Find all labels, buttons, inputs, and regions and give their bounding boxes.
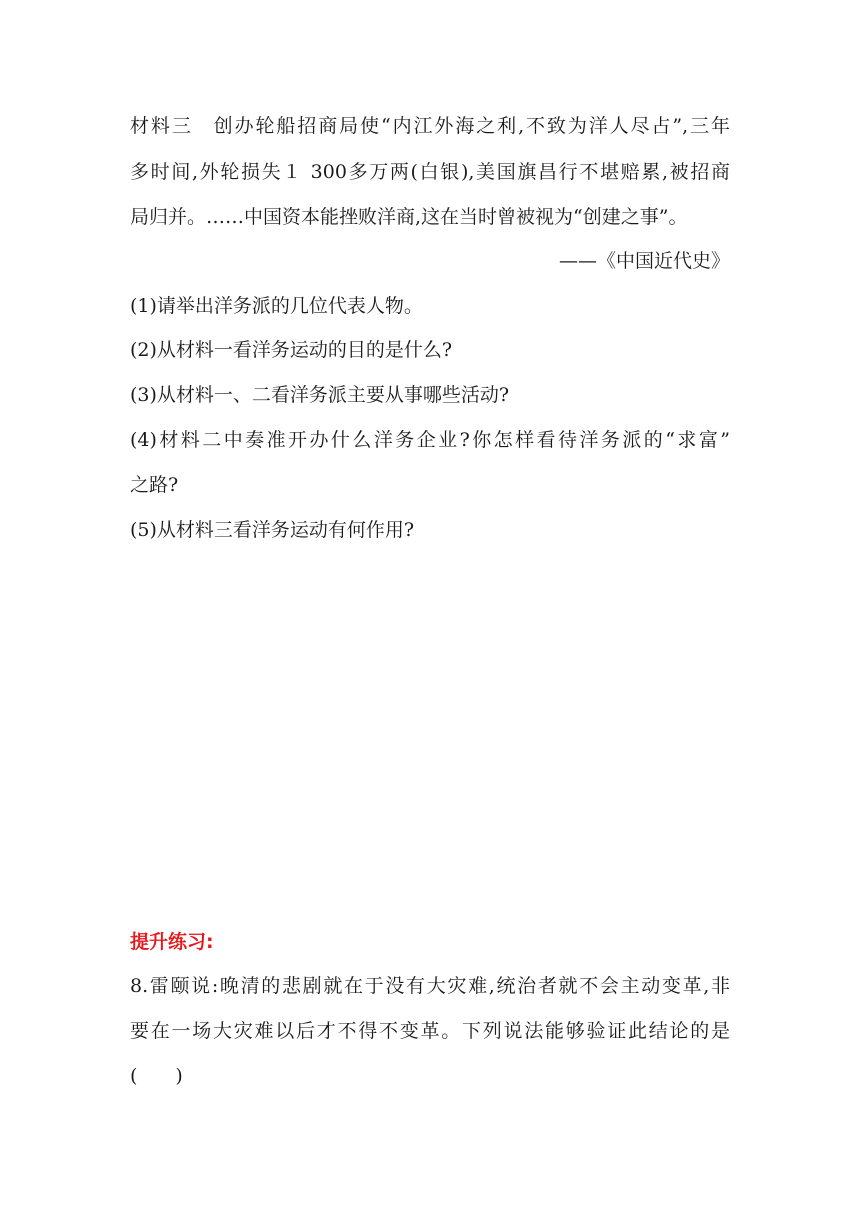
material3-line-3: 局归并。……中国资本能挫败洋商,这在当时曾被视为“创建之事”。	[130, 206, 688, 228]
question-8-line-1: 8.雷颐说:晚清的悲剧就在于没有大灾难,统治者就不会主动变革,非	[130, 975, 730, 997]
question-4-line-2: 之路?	[130, 474, 179, 496]
question-5: (5)从材料三看洋务运动有何作用?	[130, 519, 415, 541]
material3-source: ——《中国近代史》	[558, 250, 730, 272]
material3-line-2: 多时间,外轮损失１ 300多万两(白银),美国旗昌行不堪赔累,被招商	[130, 161, 730, 183]
question-4-line-1: (4)材料二中奏准开办什么洋务企业?你怎样看待洋务派的“求富”	[130, 429, 730, 451]
question-8-answer-blank: ( )	[130, 1065, 183, 1087]
question-3: (3)从材料一、二看洋务派主要从事哪些活动?	[130, 384, 510, 406]
material3-line-1: 材料三 创办轮船招商局使“内江外海之利,不致为洋人尽占”,三年	[130, 115, 730, 137]
question-8-line-2: 要在一场大灾难以后才不得不变革。下列说法能够验证此结论的是	[130, 1020, 730, 1042]
question-1: (1)请举出洋务派的几位代表人物。	[130, 295, 423, 317]
document-page	[130, 0, 730, 1216]
section-heading: 提升练习:	[130, 931, 214, 953]
question-2: (2)从材料一看洋务运动的目的是什么?	[130, 339, 453, 361]
